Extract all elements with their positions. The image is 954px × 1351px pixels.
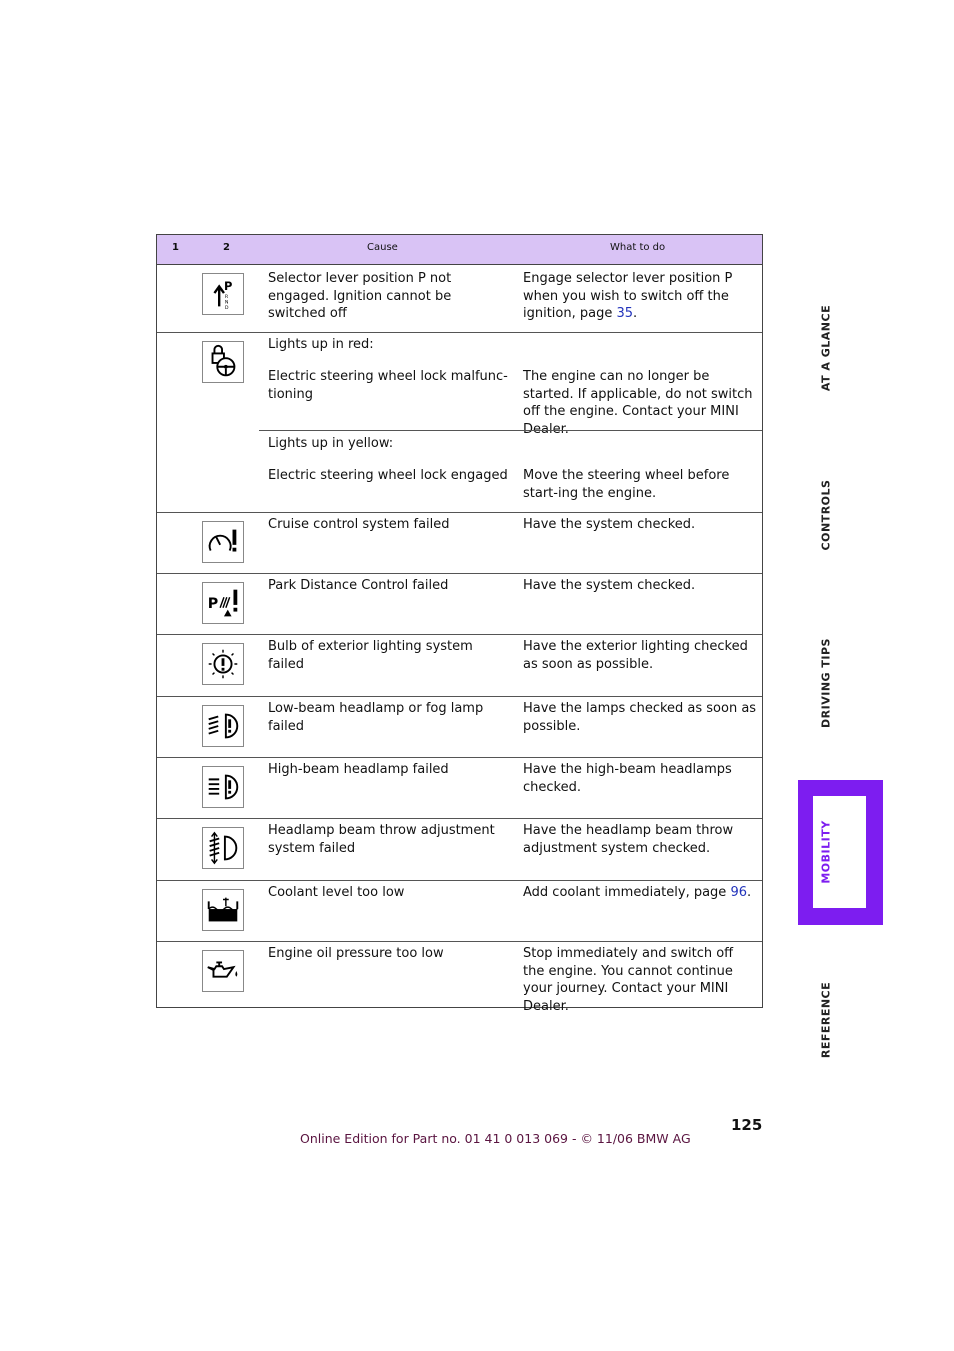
cause-text: Bulb of exterior lighting system failed bbox=[268, 639, 473, 672]
oil-pressure-icon bbox=[202, 950, 244, 992]
action-text: Stop immediately and switch off the engine. You cannot continue your journey. Contact your MINI Dealer. bbox=[523, 946, 734, 1014]
svg-text:P: P bbox=[207, 595, 219, 612]
action-text: The engine can no longer be started. If applicable, do not switch off the engine. Contact your MINI Dealer. bbox=[523, 369, 753, 437]
cause-text: Low-beam headlamp or fog lamp failed bbox=[268, 701, 484, 734]
warning-lights-table bbox=[156, 234, 763, 1014]
high-beam-failure-icon bbox=[202, 766, 244, 808]
side-tab-controls[interactable]: CONTROLS bbox=[819, 479, 833, 551]
svg-text:D: D bbox=[224, 306, 229, 312]
action-text: Have the exterior lighting checked as soon as possible. bbox=[523, 639, 748, 672]
side-tab-reference[interactable]: REFERENCE bbox=[819, 981, 833, 1059]
table-row bbox=[157, 265, 762, 333]
header-col1: 1 bbox=[172, 242, 179, 253]
cause-text: Selector lever position P not engaged. Ignition cannot be switched off bbox=[268, 271, 452, 321]
yellow-label: Lights up in yellow: bbox=[268, 436, 394, 451]
table-row bbox=[157, 333, 762, 513]
table-row bbox=[157, 697, 762, 758]
svg-text:R: R bbox=[224, 294, 229, 300]
svg-text:N: N bbox=[224, 300, 229, 306]
table-row bbox=[157, 635, 762, 697]
action-text: Add coolant immediately, page 96. bbox=[523, 885, 752, 900]
page-link[interactable]: 96 bbox=[730, 885, 747, 900]
gear-selector-p-icon bbox=[202, 273, 244, 315]
header-what-to-do: What to do bbox=[610, 242, 666, 253]
cause-text: Electric steering wheel lock malfunc-tioning bbox=[268, 369, 508, 402]
active-tab-marker bbox=[798, 780, 883, 925]
footer-text: Online Edition for Part no. 01 41 0 013 069 - © 11/06 BMW AG bbox=[300, 1131, 691, 1146]
svg-text:P: P bbox=[223, 279, 233, 294]
table-row bbox=[157, 758, 762, 819]
table-header bbox=[157, 235, 762, 265]
header-col2: 2 bbox=[223, 242, 230, 253]
table-row bbox=[157, 574, 762, 635]
beam-adjust-icon bbox=[202, 827, 244, 869]
action-text: Have the system checked. bbox=[523, 578, 696, 593]
table-row bbox=[157, 881, 762, 942]
action-text: Have the high-beam headlamps checked. bbox=[523, 762, 732, 795]
cause-text: Park Distance Control failed bbox=[268, 578, 449, 593]
cause-text: Electric steering wheel lock engaged bbox=[268, 468, 508, 483]
side-tab-driving-tips[interactable]: DRIVING TIPS bbox=[819, 638, 833, 728]
cause-text: Cruise control system failed bbox=[268, 517, 450, 532]
action-text: Have the lamps checked as soon as possible. bbox=[523, 701, 757, 734]
header-cause: Cause bbox=[367, 242, 398, 253]
side-tab-at-a-glance[interactable]: AT A GLANCE bbox=[819, 304, 833, 392]
bulb-failure-icon bbox=[202, 643, 244, 685]
low-beam-failure-icon bbox=[202, 705, 244, 747]
table-row bbox=[157, 819, 762, 881]
divider bbox=[259, 430, 762, 431]
page-link[interactable]: 35 bbox=[616, 306, 634, 321]
steering-lock-icon bbox=[202, 341, 244, 383]
table-row bbox=[157, 513, 762, 574]
side-tab-mobility[interactable]: MOBILITY bbox=[819, 820, 833, 884]
cause-text: High-beam headlamp failed bbox=[268, 762, 449, 777]
park-distance-warning-icon bbox=[202, 582, 244, 624]
action-text: Move the steering wheel before start-ing the engine. bbox=[523, 468, 730, 501]
table-row bbox=[157, 942, 762, 1014]
cause-text: Coolant level too low bbox=[268, 885, 405, 900]
cruise-control-warning-icon bbox=[202, 521, 244, 563]
red-label: Lights up in red: bbox=[268, 337, 374, 352]
action-text: Have the system checked. bbox=[523, 517, 696, 532]
cause-text: Headlamp beam throw adjustment system failed bbox=[268, 823, 495, 856]
coolant-level-icon bbox=[202, 889, 244, 931]
cause-text: Engine oil pressure too low bbox=[268, 946, 444, 961]
action-text: Engage selector lever position P when you wish to switch off the ignition, page 35. bbox=[523, 271, 733, 321]
action-text: Have the headlamp beam throw adjustment system checked. bbox=[523, 823, 734, 856]
page-number: 125 bbox=[731, 1116, 763, 1134]
